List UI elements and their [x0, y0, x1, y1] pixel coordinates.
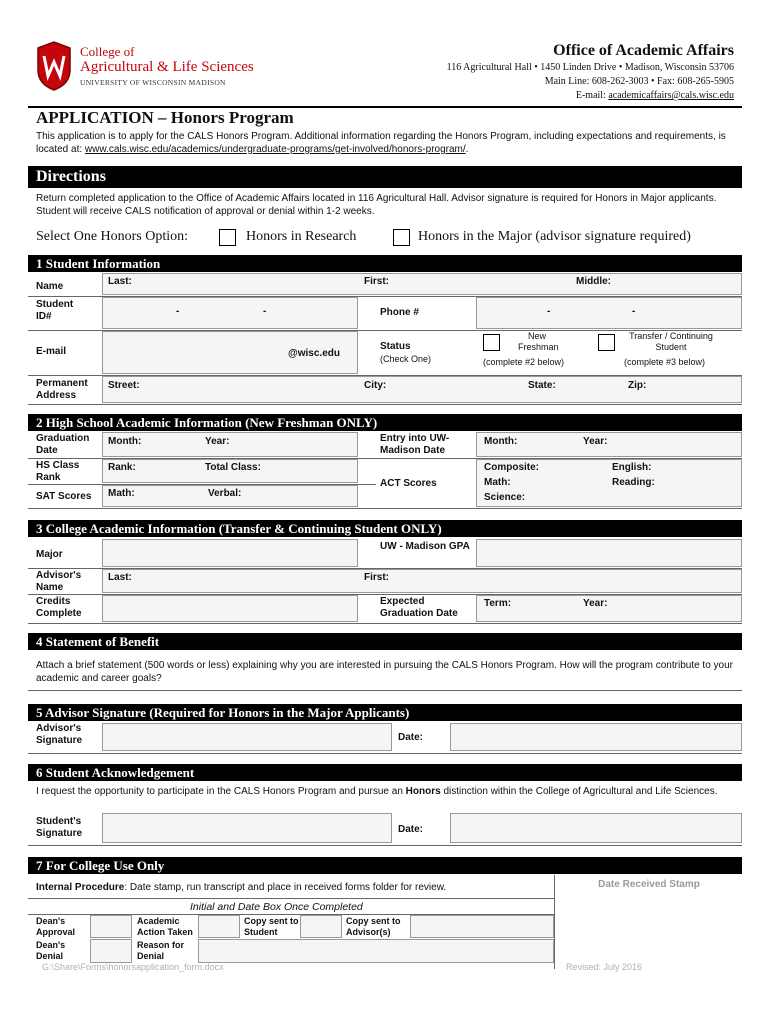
honors-major-label: Honors in the Major (advisor signature required) — [418, 229, 691, 244]
s7-rule-a — [28, 898, 554, 899]
science-label: Science: — [484, 492, 526, 503]
reason-denial-label: Reason for Denial — [137, 940, 185, 961]
s2-rule-c — [28, 508, 742, 509]
advisor-name-label: Advisor's Name — [36, 570, 82, 593]
advisor-sig-label: Advisor's Signature — [36, 723, 83, 746]
copy-student-field[interactable] — [300, 915, 342, 938]
honors-link[interactable]: www.cals.wisc.edu/academics/undergraduate-programs/get-involved/honors-program/ — [84, 144, 466, 155]
ack-a: I request the opportunity to participate in the CALS Honors Program and pursue an — [36, 786, 406, 797]
total-class-label: Total Class: — [205, 462, 261, 473]
advisor-date-field[interactable] — [450, 723, 742, 751]
transfer-checkbox[interactable] — [598, 334, 615, 351]
academic-action-label: Academic Action Taken — [137, 916, 193, 937]
dean-approval-label: Dean's Approval — [36, 916, 76, 937]
entry-year-label: Year: — [583, 436, 608, 447]
honors-research-checkbox[interactable] — [219, 229, 236, 246]
s1-rule-d — [28, 404, 742, 405]
section1-bar — [28, 255, 742, 272]
status-label: Status — [380, 341, 411, 352]
dean-denial-label: Dean's Denial — [36, 940, 66, 961]
logo-line1: College of — [80, 44, 135, 59]
grad-month-label: Month: — [108, 436, 142, 447]
grad-date-label: Graduation Date — [36, 433, 90, 456]
gpa-label: UW - Madison GPA — [380, 541, 470, 552]
section5-heading: 5 Advisor Signature (Required for Honors in the Major Applicants) — [36, 705, 410, 720]
major-label: Major — [36, 549, 63, 560]
state-label: State: — [528, 380, 556, 391]
phone-dash-1: - — [547, 306, 551, 317]
grad-year-label-2: Year: — [583, 598, 608, 609]
entry-date-label: Entry into UW-Madison Date — [380, 433, 450, 456]
initial-date-heading: Initial and Date Box Once Completed — [190, 901, 363, 913]
advisor-first-label: First: — [364, 572, 389, 583]
complete2-note: (complete #2 below) — [483, 357, 565, 367]
honors-major-checkbox[interactable] — [393, 229, 410, 246]
proc-text: : Date stamp, run transcript and place in received forms folder for review. — [124, 882, 447, 893]
advisor-name-field[interactable] — [102, 569, 742, 593]
s5-rule — [28, 753, 742, 754]
expected-grad-label: Expected Graduation Date — [380, 596, 458, 619]
s3-rule-c — [28, 623, 742, 624]
advisor-sig-field[interactable] — [102, 723, 392, 751]
office-address: 116 Agricultural Hall • 1450 Linden Drive • Madison, Wisconsin 53706 — [446, 62, 734, 73]
date-stamp-label: Date Received Stamp — [598, 879, 700, 890]
hs-rank-label: HS Class Rank — [36, 460, 80, 483]
sat-label: SAT Scores — [36, 491, 92, 502]
crest-icon — [34, 40, 74, 92]
sat-math-label: Math: — [108, 488, 135, 499]
section6-heading: 6 Student Acknowledgement — [36, 765, 195, 780]
city-label: City: — [364, 380, 387, 391]
student-date-label: Date: — [398, 824, 424, 835]
student-date-field[interactable] — [450, 813, 742, 843]
section5-bar — [28, 704, 742, 721]
term-label: Term: — [484, 598, 512, 609]
middle-name-label: Middle: — [576, 276, 611, 287]
entry-month-label: Month: — [484, 436, 518, 447]
section3-heading: 3 College Academic Information (Transfer & Continuing Student ONLY) — [36, 521, 442, 536]
date-stamp-box[interactable] — [554, 875, 742, 969]
copy-advisor-field[interactable] — [410, 915, 554, 938]
new-freshman-checkbox[interactable] — [483, 334, 500, 351]
directions-heading: Directions — [36, 168, 106, 185]
gpa-field[interactable] — [476, 539, 742, 567]
reading-label: Reading: — [612, 477, 655, 488]
section7-bar — [28, 857, 742, 874]
directions-bar — [28, 166, 742, 188]
student-id-field[interactable] — [102, 297, 358, 329]
credits-label: Credits Complete — [36, 596, 82, 619]
options-label: Select One Honors Option: — [36, 229, 189, 244]
section4-heading: 4 Statement of Benefit — [36, 634, 160, 649]
section7-heading: 7 For College Use Only — [36, 858, 165, 873]
logo-line3: UNIVERSITY OF WISCONSIN MADISON — [80, 78, 226, 87]
college-logo — [34, 40, 254, 92]
footer-revised: Revised: July 2016 — [566, 962, 643, 972]
section6-bar — [28, 764, 742, 781]
grad-year-label: Year: — [205, 436, 230, 447]
student-sig-field[interactable] — [102, 813, 392, 843]
verbal-label: Verbal: — [208, 488, 242, 499]
academic-action-field[interactable] — [198, 915, 240, 938]
zip-label: Zip: — [628, 380, 647, 391]
advisor-date-label: Date: — [398, 732, 424, 743]
advisor-last-label: Last: — [108, 572, 132, 583]
office-phone: Main Line: 608-262-3003 • Fax: 608-265-5905 — [544, 76, 734, 87]
act-label: ACT Scores — [380, 478, 437, 489]
email-label: E-mail: — [575, 90, 609, 101]
honors-research-label: Honors in Research — [246, 229, 357, 244]
office-email-line — [576, 90, 734, 101]
proc-label: Internal Procedure — [36, 882, 125, 893]
major-field[interactable] — [102, 539, 358, 567]
section3-bar — [28, 520, 742, 537]
rank-label: Rank: — [108, 462, 136, 473]
footer-path: G:\Share\Forms\honorsapplication_form.docx — [42, 962, 224, 972]
dean-approval-field[interactable] — [90, 915, 132, 938]
internal-procedure — [36, 881, 556, 894]
student-sig-label: Student's Signature — [36, 816, 83, 839]
dean-denial-field[interactable] — [90, 939, 132, 963]
street-label: Street: — [108, 380, 140, 391]
section1-heading: 1 Student Information — [36, 256, 161, 271]
copy-advisor-label: Copy sent to Advisor(s) — [346, 916, 401, 937]
new-freshman-label: New Freshman — [518, 331, 559, 352]
last-name-label: Last: — [108, 276, 132, 287]
english-label: English: — [612, 462, 652, 473]
s4-rule — [28, 690, 742, 691]
section2-bar — [28, 414, 742, 431]
name-field[interactable] — [102, 273, 742, 295]
check-one-label: (Check One) — [380, 354, 432, 364]
phone-label: Phone # — [380, 307, 419, 318]
office-title: Office of Academic Affairs — [553, 42, 734, 59]
ack-c: distinction within the College of Agricultural and Life Sciences. — [440, 786, 718, 797]
phone-field[interactable] — [476, 297, 742, 329]
section4-bar — [28, 633, 742, 650]
expected-grad-field[interactable] — [476, 595, 742, 622]
first-name-label: First: — [364, 276, 389, 287]
reason-denial-field[interactable] — [198, 939, 554, 963]
credits-field[interactable] — [102, 595, 358, 622]
acknowledgement-text — [36, 785, 740, 798]
statement-text: Attach a brief statement (500 words or less) explaining why you are interested in pursuing the CALS Honors Program. How will the program contribute to your academic and career goals? — [36, 660, 734, 684]
page-title: APPLICATION – Honors Program — [36, 108, 294, 127]
ack-b: Honors — [405, 786, 441, 797]
email-label: E-mail — [36, 346, 67, 357]
intro-text: This application is to apply for the CALS Honors Program. Additional information regarding the Honors Program, including expectations and requirements, is located at: www.cals.wisc.edu/academics/undergraduate-programs/get-involved/honors-program/. — [36, 131, 726, 155]
s6-rule — [28, 845, 742, 846]
id-dash-2: - — [263, 306, 267, 317]
perm-address-label: Permanent Address — [36, 378, 88, 401]
directions-text: Return completed application to the Office of Academic Affairs located in 116 Agricultural Hall. Advisor signature is required for Honors in Major applicants. Student will receive CALS notification of approval or denial within 1-2 weeks. — [36, 193, 717, 217]
student-id-label: Student ID# — [36, 299, 74, 322]
name-label: Name — [36, 281, 64, 292]
intro-body: This application is to apply for the CALS Honors Program. Additional information regarding the Honors Program, including expectations and requirements, is located at: — [36, 131, 726, 155]
copy-student-label: Copy sent to Student — [244, 916, 299, 937]
complete3-note: (complete #3 below) — [624, 357, 706, 367]
id-dash-1: - — [176, 306, 180, 317]
email-link[interactable]: academicaffairs@cals.wisc.edu — [608, 90, 734, 101]
composite-label: Composite: — [484, 462, 539, 473]
phone-dash-2: - — [632, 306, 636, 317]
section2-heading: 2 High School Academic Information (New Freshman ONLY) — [36, 415, 378, 430]
act-math-label: Math: — [484, 477, 511, 488]
transfer-label: Transfer / Continuing Student — [629, 331, 713, 352]
wisc-suffix: @wisc.edu — [288, 348, 340, 359]
logo-line2: Agricultural & Life Sciences — [80, 59, 254, 75]
